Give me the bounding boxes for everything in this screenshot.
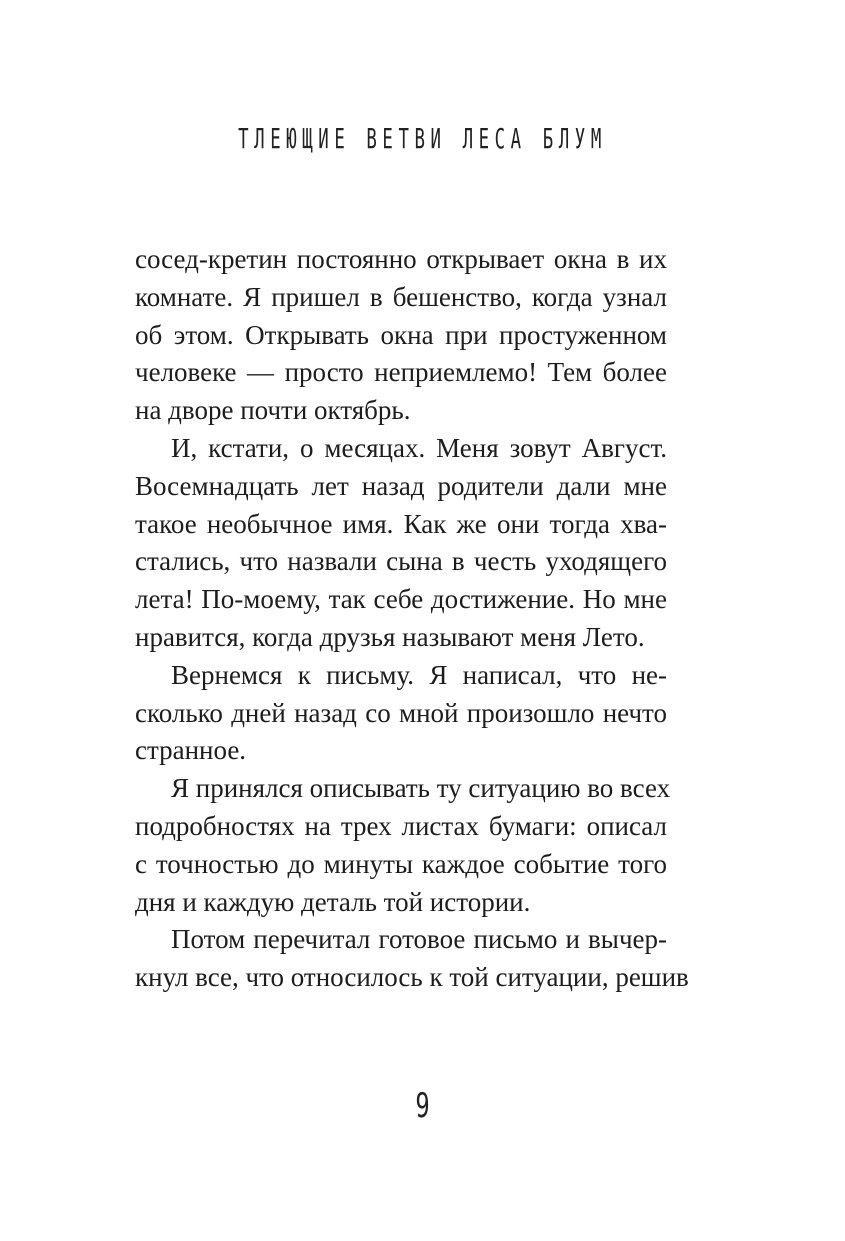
paragraph <box>135 430 667 657</box>
text-line: комнате. Я пришел в бешенство, когда узнал <box>135 281 667 312</box>
text-line: И, кстати, о месяцах. Меня зовут Август. <box>171 432 667 463</box>
text-line: странное. <box>135 735 247 766</box>
page-body <box>135 241 689 997</box>
text-line: на дворе почти октябрь. <box>135 395 411 426</box>
text-line: сколько дней назад со мной произошло нечто <box>135 697 667 728</box>
text-line: сосед-кретин постоянно открывает окна в их <box>135 244 667 274</box>
paragraph <box>135 921 689 997</box>
page-number: 9 <box>415 1086 430 1126</box>
text-line: такое необычное имя. Как же они тогда хва- <box>135 508 667 539</box>
text-line: Восемнадцать лет назад родители дали мне <box>135 470 667 501</box>
text-line: лета! По-моему, так себе достижение. Но мне <box>135 584 667 615</box>
text-line: нравится, когда друзья называют меня Лето. <box>135 621 645 652</box>
text-line: об этом. Открывать окна при простуженном <box>135 319 667 350</box>
text-line: Потом перечитал готовое письмо и вычер- <box>171 924 667 955</box>
text-line: Вернемся к письму. Я написал, что не- <box>171 659 667 690</box>
paragraph <box>135 241 667 430</box>
text-line: подробностях на трех листах бумаги: описал <box>135 810 667 841</box>
text-line: дня и каждую деталь той истории. <box>135 886 531 917</box>
running-title: ТЛЕЮЩИЕ ВЕТВИ ЛЕСА БЛУМ <box>238 122 607 155</box>
paragraph <box>135 770 671 921</box>
paragraph <box>135 657 667 770</box>
text-line: кнул все, что относилось к той ситуации, решив <box>135 962 689 993</box>
text-line: Я принялся описывать ту ситуацию во всех <box>171 773 671 804</box>
text-line: с точностью до минуты каждое событие того <box>135 848 667 879</box>
text-line: стались, что назвали сына в честь уходящего <box>135 546 667 577</box>
text-line: человеке — просто неприемлемо! Тем более <box>135 357 667 388</box>
